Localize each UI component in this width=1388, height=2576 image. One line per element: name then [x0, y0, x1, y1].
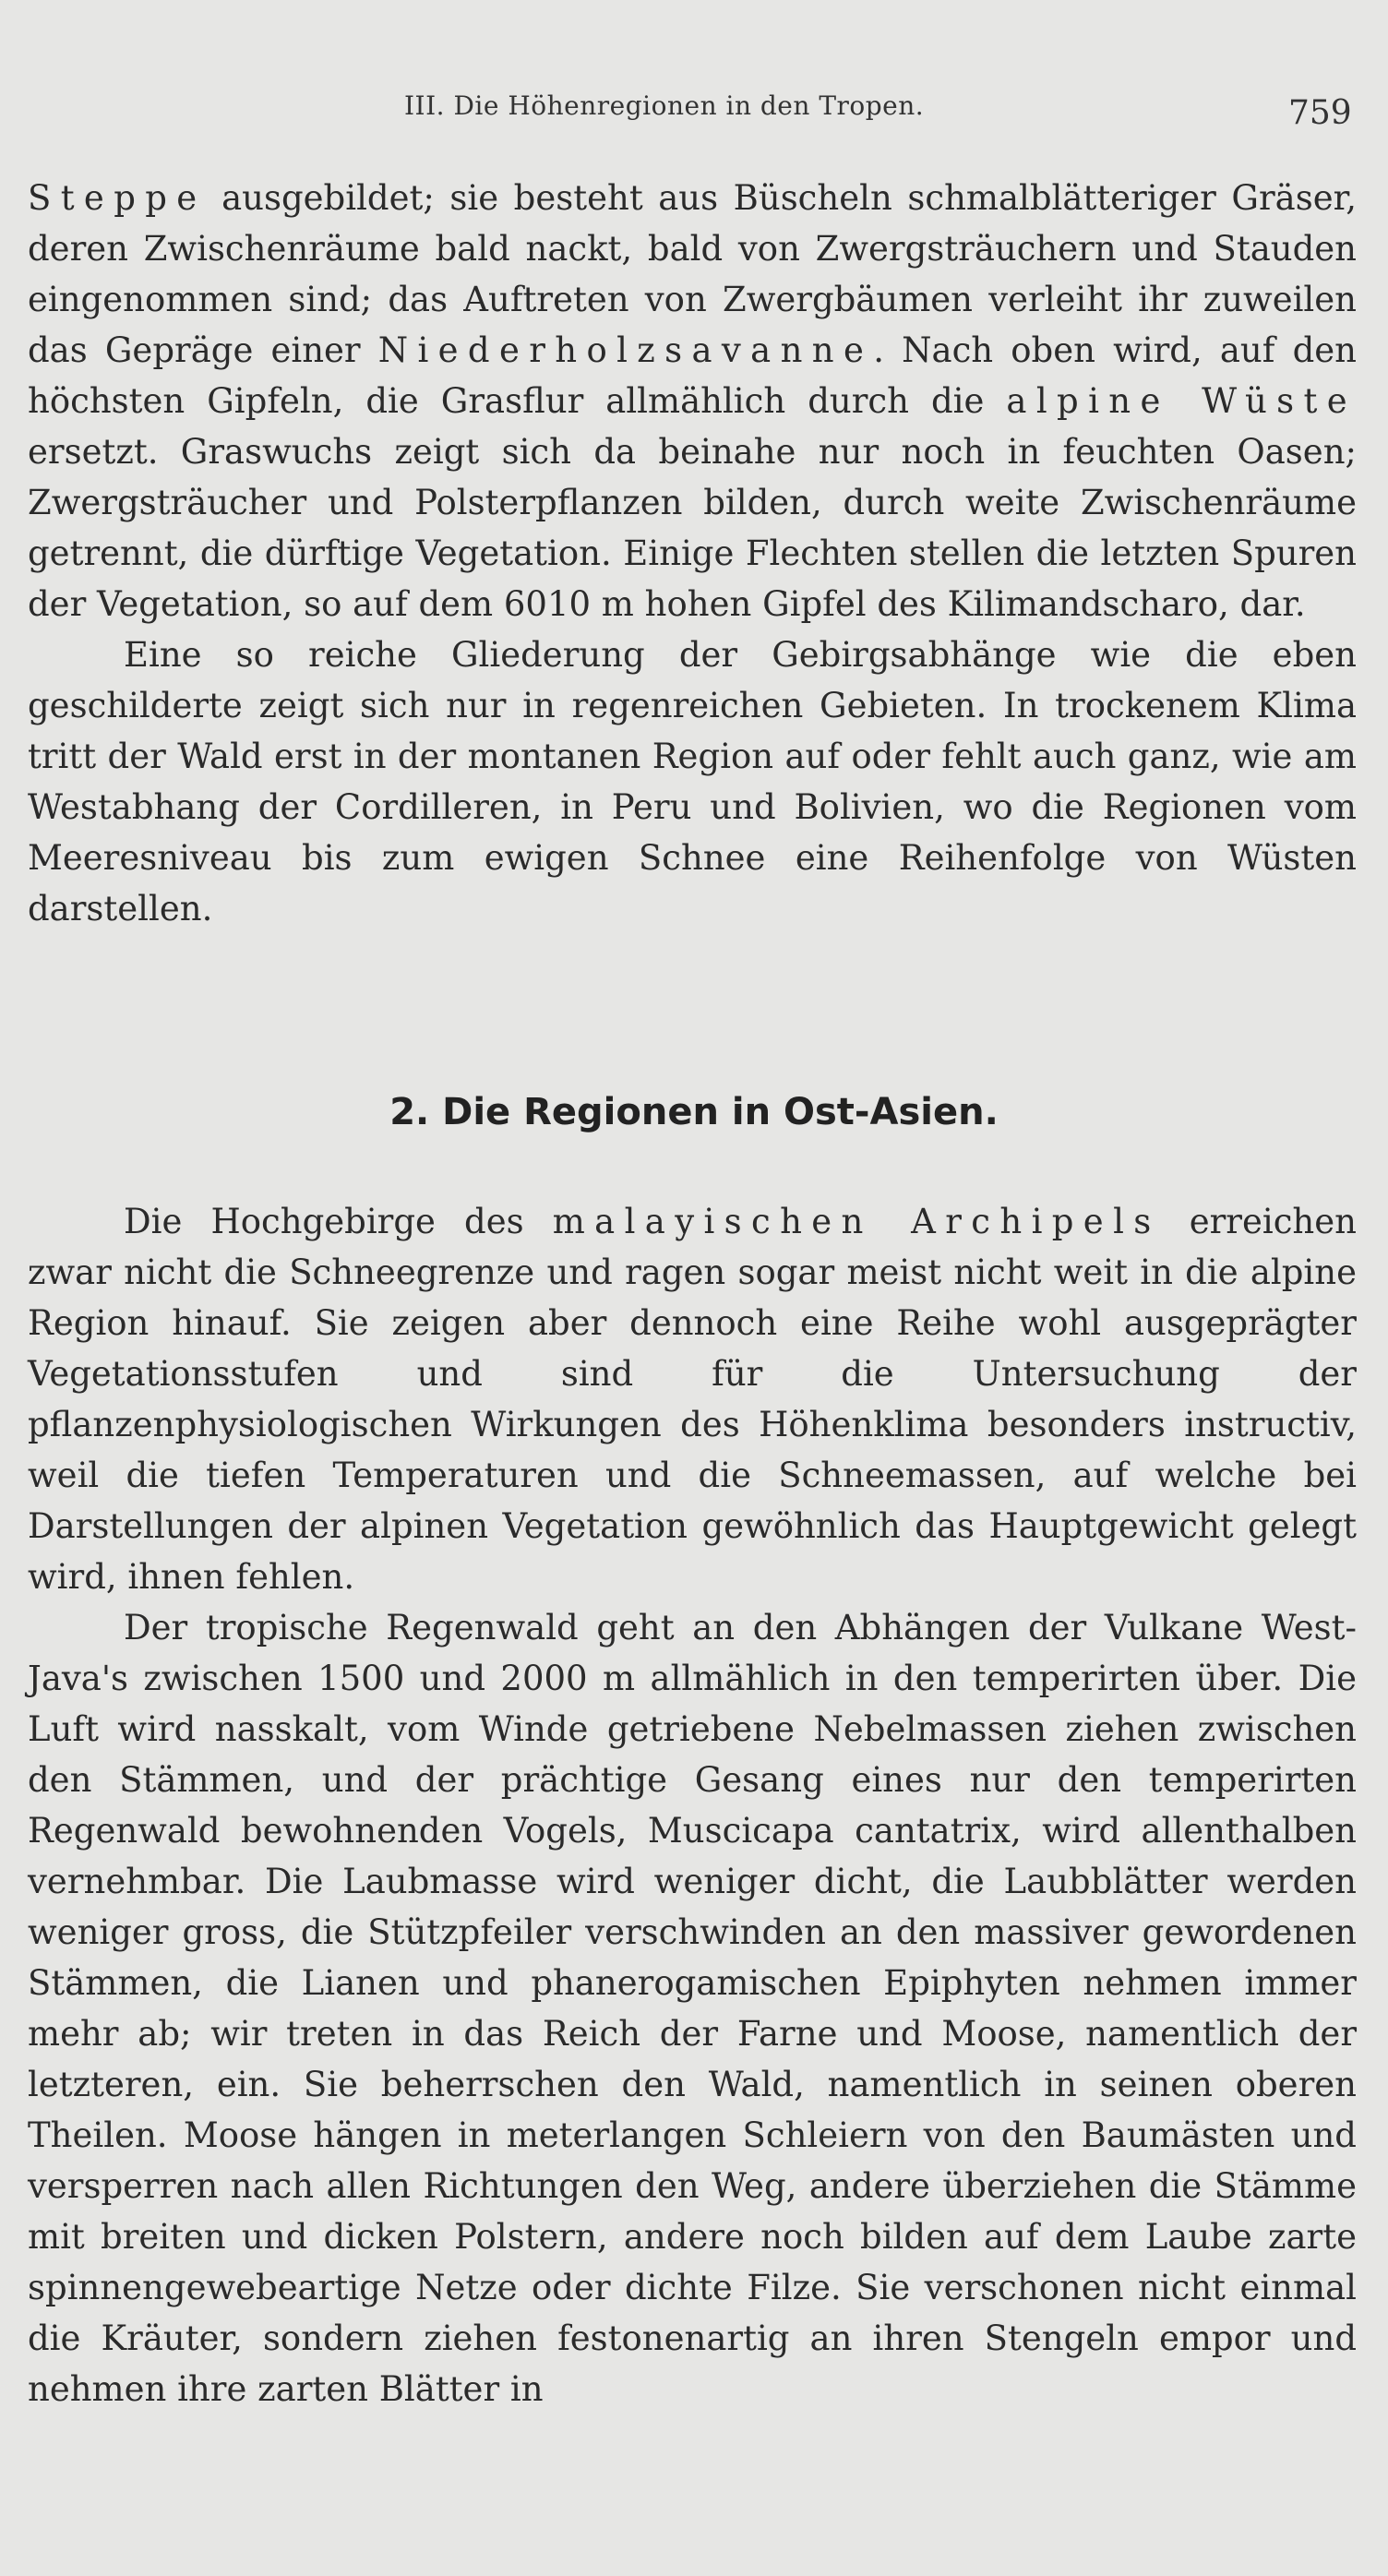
text-run: Eine so reiche Gliederung der Gebirgsabhänge wie die eben geschilderte zeigt sich nur in regenreichen Gebieten. In trockenem Klima tritt der Wald erst in der montanen Region auf oder fehlt auch ganz, wie am Westabhang der Cordilleren, in Peru und Bolivien, wo die Regionen vom Meeresniveau bis zum ewigen Schnee eine Reihenfolge von Wüsten darstellen. — [28, 635, 1357, 929]
spaced-emphasis: Steppe — [28, 178, 207, 218]
page-number: 759 — [1288, 94, 1352, 132]
running-title: III. Die Höhenregionen in den Tropen. — [404, 90, 925, 121]
paragraph — [28, 173, 1357, 629]
text-run: erreichen zwar nicht die Schneegrenze und ragen sogar meist nicht weit in die alpine Region hinauf. Sie zeigen aber dennoch eine Reihe wohl ausgeprägter Vegetationsstufen und sind für die Untersuchung der pflanzenphysiologischen Wirkungen des Höhenklima besonders instructiv, weil die tiefen Temperaturen und die Schneemassen, auf welche bei Darstellungen der alpinen Vegetation gewöhnlich das Hauptgewicht gelegt wird, ihnen fehlen. — [28, 1202, 1357, 1597]
text-run: Die Hochgebirge des — [124, 1202, 553, 1241]
paragraph — [28, 629, 1357, 934]
text-block-after-heading — [28, 1196, 1357, 2414]
page-header — [0, 89, 1388, 135]
text-run: Der tropische Regenwald geht an den Abhängen der Vulkane West-Java's zwischen 1500 und 2000 m allmählich in den temperirten über. Die Luft wird nasskalt, vom Winde getriebene Nebelmassen ziehen zwischen den Stämmen, und der prächtige Gesang eines nur den temperirten Regenwald bewohnenden Vogels, Muscicapa cantatrix, wird allenthalben vernehmbar. Die Laubmasse wird weniger dicht, die Laubblätter werden weniger gross, die Stützpfeiler verschwinden an den massiver gewordenen Stämmen, die Lianen und phanerogamischen Epiphyten nehmen immer mehr ab; wir treten in das Reich der Farne und Moose, namentlich der letzteren, ein. Sie beherrschen den Wald, namentlich in seinen oberen Theilen. Moose hängen in meterlangen Schleiern von den Baumästen und versperren nach allen Richtungen den Weg, andere überziehen die Stämme mit breiten und dicken Polstern, andere noch bilden auf dem Laube zarte spinnengewebeartige Netze oder dichte Filze. Sie verschonen nicht einmal die Kräuter, sondern ziehen festonenartig an ihren Stengeln empor und nehmen ihre zarten Blätter in — [28, 1608, 1357, 2409]
spaced-emphasis: alpine Wüste — [1006, 381, 1357, 421]
paragraph — [28, 1196, 1357, 1602]
text-run: . Nach oben wird, auf den höchsten Gipfeln, die Grasflur allmählich durch die — [28, 330, 1357, 421]
section-heading: 2. Die Regionen in Ost-Asien. — [389, 1091, 999, 1133]
paragraph — [28, 1602, 1357, 2414]
text-block-before-heading — [28, 173, 1357, 934]
spaced-emphasis: Niederholzsavanne — [377, 330, 874, 370]
spaced-emphasis: malayischen Archipels — [552, 1202, 1161, 1241]
text-run: ausgebildet; sie besteht aus Büscheln schmalblätteriger Gräser, deren Zwischenräume bald nackt, bald von Zwergsträuchern und Stauden eingenommen sind; das Auftreten von Zwergbäumen verleiht ihr zuweilen das Gepräge einer — [28, 178, 1357, 370]
text-run: ersetzt. Graswuchs zeigt sich da beinahe nur noch in feuchten Oasen; Zwergsträucher und Polsterpflanzen bilden, durch weite Zwischenräume getrennt, die dürftige Vegetation. Einige Flechten stellen die letzten Spuren der Vegetation, so auf dem 6010 m hohen Gipfel des Kilimandscharo, dar. — [28, 432, 1357, 624]
